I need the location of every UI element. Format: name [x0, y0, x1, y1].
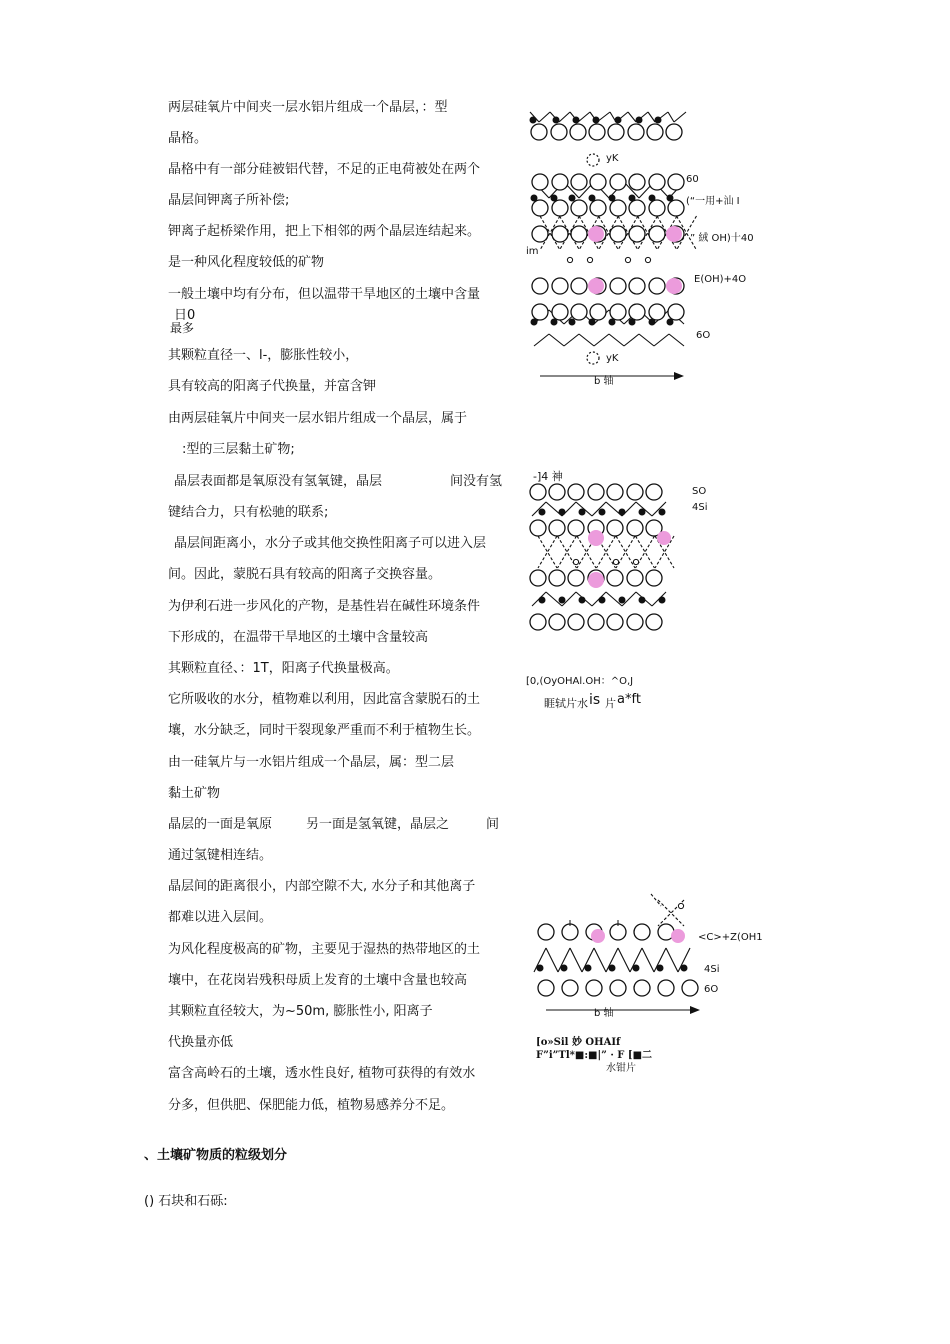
fig3-label-6o: 6O [704, 984, 719, 995]
silicon-atom [655, 117, 662, 124]
oxygen-atom [627, 614, 643, 630]
text-line: 富含高岭石的土壤，透水性良好, 植物可获得的有效水 [168, 1066, 476, 1081]
silicon-atom [561, 965, 568, 972]
text-line: 下形成的，在温带干旱地区的土壤中含量较高 [168, 630, 429, 645]
hydroxyl-atom [657, 531, 671, 545]
silicon-atom [609, 319, 616, 326]
oxygen-atom [646, 570, 662, 586]
bond-line [546, 948, 558, 972]
silicon-atom [569, 319, 576, 326]
oxygen-atom [647, 124, 663, 140]
oxygen-atom [607, 614, 623, 630]
subsection-heading: () 石块和石砾: [144, 1194, 228, 1209]
oxygen-atom [568, 484, 584, 500]
silicon-atom [659, 509, 666, 516]
oxygen-atom [649, 278, 665, 294]
oxygen-atom [571, 226, 587, 242]
oxygen-atom [629, 200, 645, 216]
text-line: 间没有氢 [450, 474, 503, 489]
aluminum-atom [567, 257, 572, 262]
bond-line [639, 334, 654, 346]
oxygen-atom [629, 226, 645, 242]
oxygen-atom [530, 520, 546, 536]
bond-line [642, 948, 654, 972]
oxygen-atom [629, 304, 645, 320]
text-line: 键结合力，只有松驰的联系; [168, 505, 329, 520]
oxygen-atom [586, 980, 602, 996]
oxygen-atom [646, 614, 662, 630]
aluminum-atom [573, 559, 578, 564]
text-line: 其颗粒直径较大，为~50m, 膨胀性小, 阳离子 [168, 1004, 433, 1019]
fig3-formula-2: F”i”Tl*■:■|” · F [■二 [536, 1050, 653, 1061]
oxygen-atom [649, 174, 665, 190]
fig1-label-formula3: E(OH)+4O [694, 274, 747, 285]
potassium-ion [587, 154, 599, 166]
section-heading: 、土壤矿物质的粒级划分 [144, 1148, 288, 1163]
silicon-atom [615, 117, 622, 124]
text-line: 是一种风化程度较低的矿物 [168, 255, 325, 270]
kaolinite-structure-diagram [526, 890, 706, 1020]
fig3-formula-1: [o»Sil 妙 OHAIf [536, 1037, 621, 1048]
bond-line [624, 334, 639, 346]
oxygen-atom [552, 304, 568, 320]
silicon-atom [589, 319, 596, 326]
text-line: 黏土矿物 [168, 786, 221, 801]
oxygen-atom [668, 174, 684, 190]
silicon-atom [667, 319, 674, 326]
silicon-atom [559, 597, 566, 604]
oxygen-atom [627, 520, 643, 536]
fig2-caption-3: a*ft [617, 692, 641, 707]
text-line: 其颗粒直径一、l-，膨胀性较小， [168, 348, 359, 363]
oxygen-atom [568, 570, 584, 586]
text-line: 晶格。 [168, 131, 208, 146]
hydroxyl-atom [588, 530, 604, 546]
oxygen-atom [649, 200, 665, 216]
bond-line [534, 334, 549, 346]
oxygen-atom [610, 278, 626, 294]
oxygen-atom [532, 304, 548, 320]
bond-line [628, 112, 636, 122]
aluminum-atom [625, 257, 630, 262]
oxygen-atom [634, 924, 650, 940]
oxygen-atom [532, 174, 548, 190]
hydroxyl-atom [666, 226, 682, 242]
fig2-label-top-left: -]4 神 [533, 470, 563, 483]
oxygen-atom [568, 614, 584, 630]
oxygen-atom [589, 124, 605, 140]
hydroxyl-atom [671, 929, 685, 943]
oxygen-atom [588, 614, 604, 630]
fig2-formula: [0,(OyOHAl.OH：^O,J [526, 676, 634, 687]
oxygen-atom [571, 174, 587, 190]
silicon-atom [531, 319, 538, 326]
oxygen-atom [610, 980, 626, 996]
text-line: 另一面是氢氧键，晶层之 [306, 817, 450, 832]
oxygen-atom [627, 484, 643, 500]
silicon-atom [553, 117, 560, 124]
fig2-caption-2: 片 [605, 697, 616, 710]
bond-line [674, 112, 686, 122]
oxygen-atom [610, 304, 626, 320]
silicon-atom [636, 117, 643, 124]
silicon-atom [633, 965, 640, 972]
fig2-label-so: SO [692, 486, 707, 497]
fig1-label-6o: 6O [696, 330, 711, 341]
text-line: 具有较高的阳离子代换量，并富含钾 [168, 379, 377, 394]
oxygen-atom [549, 520, 565, 536]
oxygen-atom [588, 484, 604, 500]
text-line: 壤，水分缺乏，同时干裂现象严重而不利于植物生长。 [168, 723, 481, 738]
hydroxyl-atom [588, 226, 604, 242]
axis-arrow-head [690, 1006, 700, 1014]
silicon-atom [659, 597, 666, 604]
oxygen-atom [568, 520, 584, 536]
silicon-atom [649, 319, 656, 326]
bond-line [579, 334, 594, 346]
fig1-label-left-mark: im [526, 246, 539, 257]
oxygen-atom [610, 226, 626, 242]
oxygen-atom [571, 200, 587, 216]
oxygen-atom [668, 304, 684, 320]
bond-line [666, 948, 678, 972]
oxygen-atom [551, 124, 567, 140]
silicon-atom [559, 509, 566, 516]
oxygen-atom [590, 304, 606, 320]
text-line: 最多 [170, 321, 195, 335]
text-line: 晶层间钾离子所补偿; [168, 193, 290, 208]
bond-line [651, 894, 661, 906]
oxygen-atom [532, 226, 548, 242]
oxygen-atom [532, 200, 548, 216]
text-line: 晶层表面都是氧原没有氢氧键，晶层 [174, 474, 383, 489]
silicon-atom [681, 965, 688, 972]
text-line: 钾离子起桥梁作用，把上下相邻的两个晶层连结起来。 [168, 224, 481, 239]
oxygen-atom [610, 174, 626, 190]
oxygen-atom [682, 980, 698, 996]
silicon-atom [579, 597, 586, 604]
oxygen-atom [607, 520, 623, 536]
silicon-atom [619, 597, 626, 604]
fig1-label-60: 60 [686, 174, 699, 185]
oxygen-atom [610, 200, 626, 216]
oxygen-atom [552, 226, 568, 242]
silicon-atom [599, 509, 606, 516]
text-line: 代换量亦低 [168, 1035, 234, 1050]
text-line: 分多，但供肥、保肥能力低，植物易感养分不足。 [168, 1098, 455, 1113]
text-line: 一般土壤中均有分布，但以温带干旱地区的土壤中含量 [168, 287, 481, 302]
axis-arrow-head [674, 372, 684, 380]
oxygen-atom [666, 124, 682, 140]
text-line: 两层硅氧片中间夹一层水铝片组成一个晶层，：型 [168, 100, 448, 115]
oxygen-atom [590, 174, 606, 190]
oxygen-atom [629, 174, 645, 190]
silicon-atom [579, 509, 586, 516]
text-line: 晶层的一面是氧原 [168, 817, 273, 832]
silicon-atom [599, 597, 606, 604]
bond-line [570, 948, 582, 972]
silicon-atom [639, 509, 646, 516]
bond-line [564, 334, 579, 346]
text-line: 由两层硅氧片中间夹一层水铝片组成一个晶层，属于 [168, 411, 468, 426]
text-line: 间 [486, 817, 500, 832]
hydroxyl-atom [588, 278, 604, 294]
silicon-atom [593, 117, 600, 124]
bond-line [559, 112, 570, 122]
oxygen-atom [607, 570, 623, 586]
oxygen-atom [570, 124, 586, 140]
oxygen-atom [562, 924, 578, 940]
oxygen-atom [649, 304, 665, 320]
fig3-caption: 水钳片 [606, 1063, 636, 1074]
text-line: 由一硅氧片与一水铝片组成一个晶层，属：型二层 [168, 755, 455, 770]
fig1-axis-label: b 轴 [594, 376, 614, 387]
silicon-atom [539, 509, 546, 516]
oxygen-atom [610, 924, 626, 940]
bond-line [594, 948, 606, 972]
oxygen-atom [549, 484, 565, 500]
bond-line [618, 948, 630, 972]
bond-line [654, 334, 669, 346]
bond-line [609, 334, 624, 346]
oxygen-atom [629, 278, 645, 294]
text-line: 壤中，在花岗岩残积母质上发育的土壤中含量也较高 [168, 973, 468, 988]
potassium-ion [587, 352, 599, 364]
oxygen-atom [530, 570, 546, 586]
oxygen-atom [532, 278, 548, 294]
oxygen-atom [531, 124, 547, 140]
oxygen-atom [590, 200, 606, 216]
oxygen-atom [562, 980, 578, 996]
text-line: 其颗粒直径、：1T，阳离子代换量极高。 [168, 661, 399, 676]
aluminum-atom [587, 257, 592, 262]
text-line: 晶层间的距离很小，内部空隙不大, 水分子和其他离子 [168, 879, 476, 894]
fig2-label-4si: 4Si [692, 502, 708, 513]
hydroxyl-atom [588, 572, 604, 588]
hydroxyl-atom [591, 929, 605, 943]
silicon-atom [609, 965, 616, 972]
oxygen-atom [628, 124, 644, 140]
aluminum-atom [645, 257, 650, 262]
fig1-label-formula1: (“一用+汕 I [686, 196, 740, 207]
text-line: 它所吸收的水分，植物难以利用，因此富含蒙脱石的土 [168, 692, 481, 707]
fig1-label-yk-bottom: yK [606, 353, 619, 364]
bond-line [669, 334, 684, 346]
silicon-atom [639, 597, 646, 604]
bond-line [549, 334, 564, 346]
fig1-label-yk-top: yK [606, 153, 619, 164]
silicon-atom [573, 117, 580, 124]
oxygen-atom [552, 174, 568, 190]
oxygen-atom [552, 278, 568, 294]
fig2-caption: 睚轼片水 [544, 697, 588, 710]
text-line: 通过氢键相连结。 [168, 848, 273, 863]
oxygen-atom [646, 484, 662, 500]
aluminum-atom [633, 559, 638, 564]
text-line: 晶格中有一部分硅被铝代替，不足的正电荷被处在两个 [168, 162, 481, 177]
aluminum-atom [613, 559, 618, 564]
bond-line [668, 112, 674, 122]
oxygen-atom [607, 484, 623, 500]
silicon-atom [569, 195, 576, 202]
silicon-atom [585, 965, 592, 972]
oxygen-atom [649, 226, 665, 242]
silicon-atom [657, 965, 664, 972]
text-line: 晶层间距离小，水分子或其他交换性阳离子可以进入层 [174, 536, 487, 551]
oxygen-atom [552, 200, 568, 216]
hydroxyl-atom [666, 278, 682, 294]
fig2-caption-big: is [589, 692, 601, 708]
oxygen-atom [530, 484, 546, 500]
text-line: 日0 [174, 308, 196, 323]
silicon-atom [551, 319, 558, 326]
fig3-axis-label: b 轴 [594, 1008, 614, 1019]
text-line: 为风化程度极高的矿物，主要见于湿热的热带地区的土 [168, 942, 481, 957]
oxygen-atom [668, 200, 684, 216]
oxygen-atom [549, 614, 565, 630]
aluminum-atom [678, 903, 683, 908]
oxygen-atom [634, 980, 650, 996]
fig3-label-4si: 4Si [704, 964, 720, 975]
oxygen-atom [549, 570, 565, 586]
silicon-atom [629, 319, 636, 326]
oxygen-atom [627, 570, 643, 586]
text-line: 都难以进入层间。 [168, 910, 273, 925]
silicon-atom [530, 117, 537, 124]
silicon-atom [539, 597, 546, 604]
oxygen-atom [571, 278, 587, 294]
bond-line [539, 112, 550, 122]
oxygen-atom [538, 924, 554, 940]
text-line: 间。因此，蒙脱石具有较高的阳离子交换容量。 [168, 567, 442, 582]
bond-line [648, 112, 655, 122]
fig1-label-formula2: ” 絨 OH)十40 [690, 233, 754, 244]
silicon-atom [537, 965, 544, 972]
bond-line [578, 112, 590, 122]
fig3-label-oh: <C>+Z(OH1 [698, 932, 763, 943]
silicon-atom [619, 509, 626, 516]
oxygen-atom [571, 304, 587, 320]
oxygen-atom [608, 124, 624, 140]
oxygen-atom [538, 980, 554, 996]
oxygen-atom [530, 614, 546, 630]
bond-line [594, 334, 609, 346]
text-line: 为伊利石进一步风化的产物，是基性岩在碱性环境条件 [168, 599, 481, 614]
montmorillonite-structure-diagram [526, 482, 696, 642]
text-line: :型的三层黏土矿物; [182, 442, 295, 457]
oxygen-atom [658, 980, 674, 996]
